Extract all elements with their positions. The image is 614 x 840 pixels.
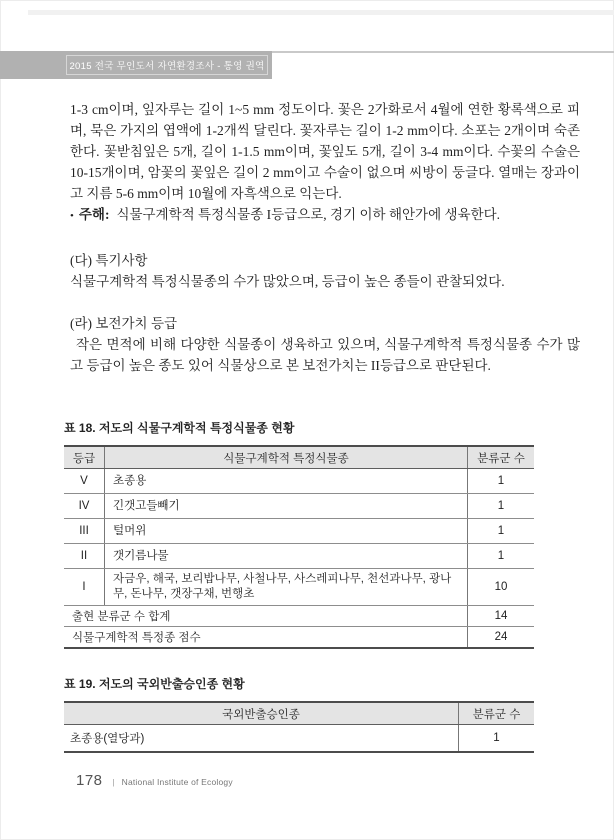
table19-header-species: 국외반출승인종: [64, 702, 459, 725]
table-row: [64, 494, 534, 519]
bullet-icon: •: [70, 210, 74, 222]
section-text-ra: 작은 면적에 비해 다양한 식물종이 생육하고 있으며, 식물구계학적 특정식물종 수가 많고 등급이 높은 종도 있어 식물상으로 본 보전가치는 II등급으로 판단된다.: [70, 337, 580, 373]
footer-divider: |: [112, 778, 115, 787]
grade-cell: IV: [64, 494, 105, 519]
summary-row: [64, 606, 534, 627]
table19: [64, 701, 534, 753]
species-description-paragraph: 1-3 cm이며, 잎자루는 길이 1~5 mm 정도이다. 꽃은 2가화로서 4월에 연한 황록색으로 피며, 묵은 가지의 엽액에 1-2개씩 달린다. 꽃자루는 길이 1-2 mm이다. 소포는 2개이며 숙존한다. 꽃받침잎은 5개, 길이 1-1.5 mm이며, 꽃잎도 5개, 길이 3-4 mm이다. 수꽃의 수술은 10-15개이며, 암꽃의 꽃잎은 길이 2 mm이고 수술이 없으며 씨방이 둥글다. 열매는 장과이고 지름 5-6 mm이며 10월에 자흑색으로 익는다.: [70, 102, 580, 201]
table-row: [64, 469, 534, 494]
table18-header-row: [64, 446, 534, 469]
count-cell: 14: [468, 606, 535, 627]
table18-header-grade: 등급: [64, 446, 105, 469]
table-row: [64, 519, 534, 544]
table-row: [64, 544, 534, 569]
table19-header-count: 분류군 수: [459, 702, 535, 725]
section-heading-ra: (라) 보전가치 등급: [70, 316, 178, 331]
note-label: 주해:: [78, 207, 110, 222]
section-text-da: 식물구계학적 특정식물종의 수가 많았으며, 등급이 높은 종들이 관찰되었다.: [70, 274, 505, 289]
summary-row: [64, 627, 534, 649]
grade-cell: I: [64, 569, 105, 606]
count-cell: 1: [468, 544, 535, 569]
count-cell: 1: [468, 494, 535, 519]
page-number: 178: [76, 772, 103, 789]
table18-header-species: 식물구계학적 특정식물종: [105, 446, 468, 469]
table18: [64, 445, 534, 649]
note-line: [70, 204, 580, 227]
table-row: [64, 725, 534, 753]
tables-block: [64, 420, 534, 753]
species-cell: 초종용(열당과): [64, 725, 459, 753]
note-text: 식물구계학적 특정식물종 I등급으로, 경기 이하 해안가에 생육한다.: [116, 207, 501, 222]
count-cell: 24: [494, 631, 508, 643]
table18-caption: 표 18. 저도의 식물구계학적 특정식물종 현황: [64, 421, 295, 435]
species-cell: 초종용: [105, 469, 468, 494]
count-cell: 1: [468, 469, 535, 494]
header-rule-line: [272, 51, 614, 53]
species-cell: 털머위: [105, 519, 468, 544]
species-cell: 긴갯고들빼기: [105, 494, 468, 519]
running-header-band: [0, 51, 272, 79]
grade-cell: V: [64, 469, 105, 494]
table18-header-count: 분류군 수: [468, 446, 535, 469]
footer-institute: National Institute of Ecology: [121, 777, 233, 787]
table19-caption: 표 19. 저도의 국외반출승인종 현황: [64, 677, 245, 691]
scan-edge-artifact: [28, 10, 614, 15]
running-header-title: 2015 전국 무인도서 자연환경조사 - 통영 권역: [66, 55, 268, 75]
body-text-block: [70, 99, 580, 376]
summary-label-cell: 출현 분류군 수 합계: [64, 606, 468, 627]
count-cell: 1: [493, 732, 500, 744]
species-cell: 갯기름나물: [105, 544, 468, 569]
species-cell: 자금우, 해국, 보리밥나무, 사철나무, 사스레피나무, 천선과나무, 광나무, 돈나무, 갯장구채, 번행초: [105, 569, 468, 606]
page-footer: [76, 772, 233, 789]
summary-label-cell: 식물구계학적 특정종 점수: [64, 627, 468, 649]
table19-header-row: [64, 702, 534, 725]
section-heading-da: (다) 특기사항: [70, 253, 148, 268]
count-cell: 10: [468, 569, 535, 606]
table-row: [64, 569, 534, 606]
grade-cell: II: [64, 544, 105, 569]
grade-cell: III: [64, 519, 105, 544]
count-cell: 1: [468, 519, 535, 544]
